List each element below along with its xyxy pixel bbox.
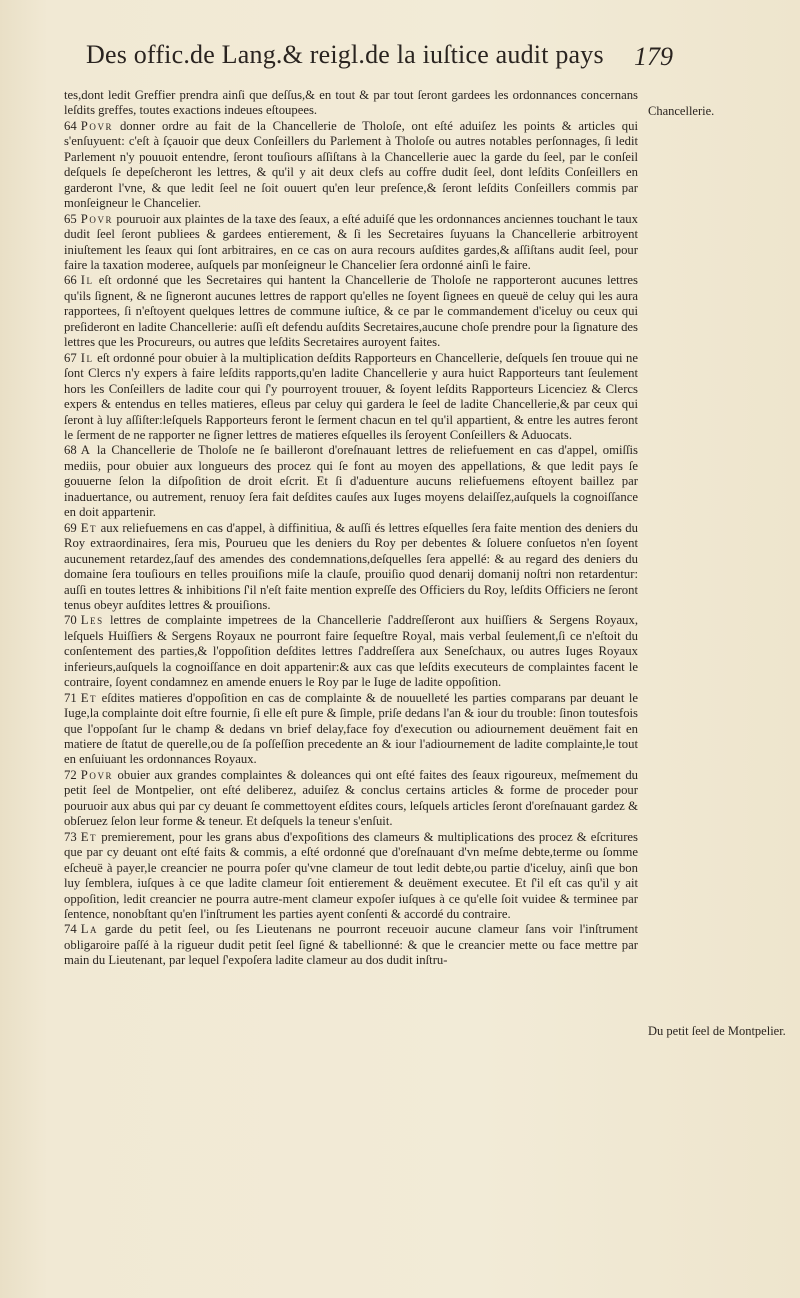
lead-word: Et <box>80 829 98 844</box>
paragraph-74 <box>64 922 638 968</box>
paragraph-text: aux reliefuemens en cas d'appel, à diffinitiua, & auſſi és lettres eſquelles ſera faite mention des deniers du Roy extraordinaires, ſera mis, Pourueu que les deniers du Roy per debentes & ſoluere conſuetos n'en ſoyent aucunement retardez,ſauf des amendes des condemnations,deſquelles ſera appellé: & au regard des deniers du domaine ſera touſiours en telles prouiſions miſe la clauſe, prouiſio quod denarij domanij noſtri non retardentur: auſſi en toutes lettres & inhibitions ſ'il n'eſt faite mention expreſſe des Officiers du Roy, leſdits Officiers ne ſeront tenus obeyr auſdites lettres & prouiſions. <box>64 520 638 612</box>
margin-note-chancellerie: Chancellerie. <box>648 104 715 118</box>
running-head: Des offic.de Lang.& reigl.de la iuſtice audit pays <box>86 40 604 69</box>
lead-word: La <box>80 922 99 937</box>
article-number: 68 <box>64 443 77 458</box>
article-number: 71 <box>64 690 77 705</box>
paragraph-text: la Chancellerie de Tholoſe ne ſe bailleront d'oreſnauant lettres de reliefuement en cas d'appel, omiſſis mediis, pour obuier aux longueurs des procez qui ſe font au moyen des appellations, & que ledit pays ſe gouuerne ſelon la diſpoſition de droit eſcrit. Et ſi d'aduenture aucuns reliefuemens eſtoyent baillez par inaduertance, ou autrement, renuoy ſera fait deſdites cauſes aux Iuges moyens delaiſſez,auſquels la cognoiſſance en doit appartenir. <box>64 443 638 520</box>
article-number: 67 <box>64 350 77 365</box>
lead-word: Les <box>80 613 104 628</box>
paragraph-68 <box>64 443 638 520</box>
paragraph-64 <box>64 119 638 212</box>
paragraph-text: garde du petit ſeel, ou ſes Lieutenans ne pourront receuoir aucune clameur ſans voir l'inſtrument obligaroire paſſé à la rigueur dudit petit ſeel ſigné & tabellionné: & que le creancier mette ou face mettre par main du Lieutenant, par lequel ſ'expoſera ladite clameur au dos dudit inſtru- <box>64 922 639 968</box>
article-number: 72 <box>64 767 77 782</box>
paragraph-text: premierement, pour les grans abus d'expoſitions des clameurs & multiplications des procez & eſcritures que par cy deuant ont eſté faits & commis, a eſté ordonné que d'oreſnauant d'vn meſme debte,terme ou ſomme eſcheuë à payer,le creancier ne pourra poſer qu'vne clameur de tout ledit debte,ou partie d'iceluy, ainſi que bon luy ſemblera, iuſques à ce que ladite clameur ſoit entierement & deuëment executee. Et ſ'il eſt cas qu'il y ait oppoſition, ledit creancier ne pourra autre-ment clameur expoſer iuſques à ce qu'elle ſoit vuidee & terminee par ſentence, nonobſtant qu'en l'inſtrument les parties ayent conſenti & accordé du contraire. <box>64 829 638 922</box>
article-number: 73 <box>64 829 77 844</box>
paragraph-text: tes,dont ledit Greffier prendra ainſi que deſſus,& en tout & par tout ſeront gardees les ordonnances concernans leſdits greffes, toutes exactions indeues eſtoupees. <box>64 88 638 118</box>
article-number: 70 <box>64 613 77 628</box>
paragraph-text: eſdites matieres d'oppoſition en cas de complainte & de nouuelleté les parties comparans par deuant le Iuge,la complainte doit eſtre fournie, ſi elle eſt pure & ſimple, priſe dedans l'an & iour du trouble: ſinon toutesfois que l'oppoſant ſur le champ & dedans vn brief delay,face foy d'execution ou adiournement deuëment fait en matiere de ſtatut de querelle,ou de ſa poſſeſſion precedente an & iour l'adiournement de ladite complainte,le tout en enſuiuant les ordonnances Royaux. <box>64 690 638 767</box>
body-text <box>64 88 638 969</box>
lead-word: Povr <box>80 211 114 226</box>
paragraph-73 <box>64 830 638 923</box>
margin-note-petit-seel: Du petit ſeel de Montpelier. <box>648 1024 786 1038</box>
page-header <box>86 40 673 84</box>
paragraph-text: obuier aux grandes complaintes & doleances qui ont eſté faites des ſeaux rigoureux, meſmement du petit ſeel de Montpelier, ont eſté deliberez, aduiſez & conclus certains articles & forme de proceder pour pouruoir aux abus qui par cy deuant ſe commettoyent eſdites cours, leſquels articles ſeront d'oreſnauant gardez & obſeruez ſelon leur forme & teneur. Et deſquels la teneur s'enſuit. <box>64 767 639 829</box>
paragraph-72 <box>64 768 638 830</box>
article-number: 69 <box>64 520 77 535</box>
article-number: 66 <box>64 273 77 288</box>
paragraph-66 <box>64 273 638 350</box>
article-number: 64 <box>64 118 77 133</box>
paragraph-text: eſt ordonné que les Secretaires qui hantent la Chancellerie de Tholoſe ne rapporteront aucunes lettres qu'ils ſignent, & ne ſigneront aucunes lettres de rapport qu'elles ne ſoyent ſignees en queuë de celuy qui les aura rapportees, ſi n'eſtoyent quelques lettres de commune iuſtice, & ce par le commandement d'iceluy ou ceux qui preſideront en ladite Chancellerie: auſſi eſt defendu auſdits Secretaires,aucune choſe prendre pour la ſignature des lettres que les Procureurs, ou autres que leſdits Secretaires auroyent faites. <box>64 273 638 350</box>
lead-word: Et <box>80 520 98 535</box>
paragraph-69 <box>64 521 638 614</box>
paragraph-text: donner ordre au fait de la Chancellerie de Tholoſe, ont eſté aduiſez les points & articles qui s'enſuyuent: c'eſt à ſçauoir que deux Conſeillers du Parlement à Tholoſe ou autres notables perſonnages, ſi ledit Parlement n'y pouuoit entendre, ſeront touſiours aſſiſtans à la Chancellerie auec la garde du ſeel, par le conſeil deſquels ſe depeſcheront les lettres, & qu'il y ait deux clefs au coffre dudit ſeel, dont leſdits Conſeillers en garderont l'vne, & que ledit ſeel ne ſoit ouuert qu'en leur preſence,& ſeront leſdits Conſeillers commis par monſeigneur le Chancelier. <box>64 118 639 211</box>
lead-word: A <box>80 443 92 458</box>
lead-word: Povr <box>80 118 114 133</box>
article-number: 74 <box>64 922 77 937</box>
folio-page-number: 179 <box>634 42 673 71</box>
paragraph-text: lettres de complainte impetrees de la Chancellerie ſ'addreſſeront aux huiſſiers & Sergens Royaux, leſquels Huiſſiers & Sergens Royaux ne pourront faire ſequeſtre Royal, mais verbal ſeulement,ſi ce n'eſtoit du conſentement des parties,& l'oppoſition deſdites lettres ſ'addreſſera aux Seneſchaux, ou autres Iuges Royaux inferieurs,auſquels la cognoiſſance en doit appartenir:& aux cas que leſdits executeurs de complaintes facent le contraire, ſoyent condamnez en amende enuers le Roy par le Iuge de ladite oppoſition. <box>64 613 639 690</box>
paragraph-0 <box>64 88 638 119</box>
paragraph-70 <box>64 613 638 690</box>
paragraph-text: eſt ordonné pour obuier à la multiplication deſdits Rapporteurs en Chancellerie, deſquels ſen trouue qui ne ſont Clercs n'y expers à faire leſdits rapports,qu'en ladite Chancellerie y aura huict Rapporteurs tant ſeulement hors les Conſeillers de ladite cour qui ſ'y pourroyent trouuer, & ſoyent leſdits Rapporteurs Licenciez & Clercs expers & entendus en telles matieres, eſleus par celuy qui gardera le ſeel de ladite Chancellerie,& par ceux qui ſeront à luy aſſiſter:leſquels Rapporteurs feront le ſerment chacun en tel qu'il appartient, & entre les autres feront le ſerment de ne rapporter ne ſigner lettres de matieres eſquelles ils ſeroyent Conſeillers & Aduocats. <box>64 350 638 442</box>
lead-word: Povr <box>80 767 114 782</box>
paragraph-71 <box>64 691 638 768</box>
lead-word: Et <box>80 690 98 705</box>
paragraph-67 <box>64 351 638 444</box>
article-number: 65 <box>64 211 77 226</box>
lead-word: Il <box>80 273 94 288</box>
paragraph-text: pouruoir aux plaintes de la taxe des ſeaux, a eſté aduiſé que les ordonnances anciennes touchant le taux dudit ſeel ſeront publiees & gardees entierement, & ſi les Secretaires ſuyuans la Chancellerie arbitroyent iniuſtement les ſeaux qui ſont arbitraires, en ce cas on aura recours auſdites gardes,& aſſiſtans audit ſeel, pour faire la taxation moderee, auſquels par monſeigneur le Chancelier ſera ordonné ainſi le faire. <box>64 211 638 272</box>
lead-word: Il <box>80 350 94 365</box>
paragraph-65 <box>64 212 638 274</box>
